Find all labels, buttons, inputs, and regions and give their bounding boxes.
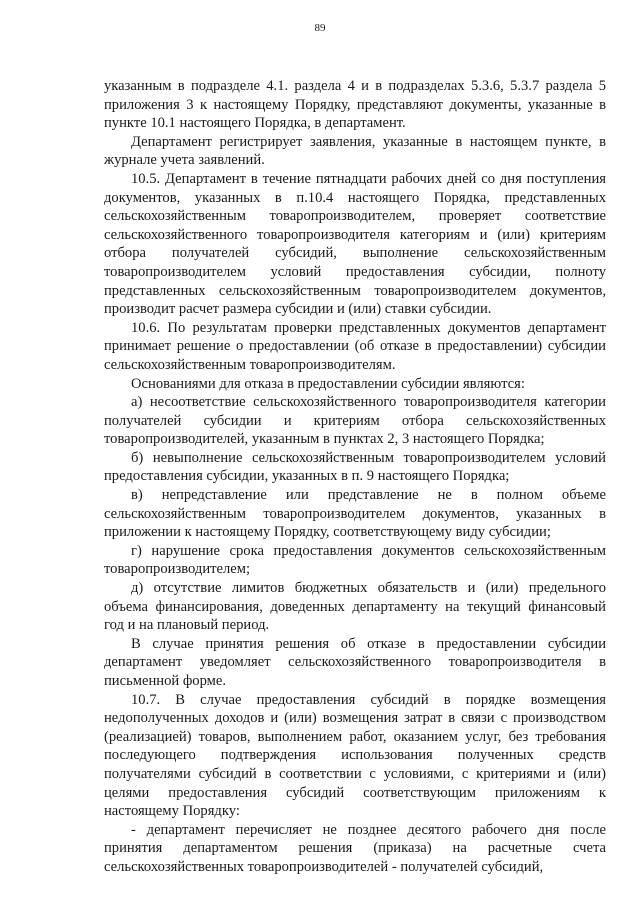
- paragraph: д) отсутствие лимитов бюджетных обязательств и (или) предельного объема финансирования, доведенных департаменту на текущий финансовый год и на плановый период.: [104, 580, 606, 634]
- paragraph: Основаниями для отказа в предоставлении субсидии являются:: [131, 375, 525, 392]
- paragraph: В случае принятия решения об отказе в предоставлении субсидии департамент уведомляет сельскохозяйственного товаропроизводителя в письменной форме.: [104, 635, 606, 689]
- paragraph: г) нарушение срока предоставления документов сельскохозяйственным товаропроизводителем;: [104, 542, 606, 578]
- paragraph: 10.6. По результатам проверки представленных документов департамент принимает решение о предоставлении (об отказе в предоставлении) субсидии сельскохозяйственным товаропроизводителям.: [104, 319, 606, 373]
- paragraph: 10.7. В случае предоставления субсидий в порядке возмещения недополученных доходов и (или) возмещения затрат в связи с производством (реализацией) товаров, выполнением работ, оказанием услуг, без требования последующего подтверждения использования полученных средств получателями субсидий в соответствии с условиями, с критериями и (или) целями предоставления субсидий соответствующим приложениям к настоящему Порядку:: [104, 691, 606, 820]
- paragraph: 10.5. Департамент в течение пятнадцати рабочих дней со дня поступления документов, указанных в п.10.4 настоящего Порядка, представленных сельскохозяйственным товаропроизводителем, проверяет соответствие сельскохозяйственного товаропроизводителя категориям и (или) критериям отбора получателей субсидий, выполнение сельскохозяйственным товаропроизводителем условий предоставления субсидии, полноту представленных сельскохозяйственным товаропроизводителем документов, производит расчет размера субсидии и (или) ставки субсидии.: [104, 170, 606, 318]
- paragraph: в) непредставление или представление не в полном объеме сельскохозяйственным товаропроизводителем документов, указанных в приложении к настоящему Порядку, соответствующему виду субсидии;: [104, 487, 606, 541]
- page-number: 89: [314, 22, 326, 34]
- document-body: [104, 77, 606, 877]
- paragraph: указанным в подразделе 4.1. раздела 4 и в подразделах 5.3.6, 5.3.7 раздела 5 приложения 3 к настоящему Порядку, представляют документы, указанные в пункте 10.1 настоящего Порядка, в департамент.: [104, 78, 606, 132]
- paragraph: а) несоответствие сельскохозяйственного товаропроизводителя категории получателей субсидии и критериям отбора сельскохозяйственных товаропроизводителей, указанным в пунктах 2, 3 настоящего Порядка;: [104, 394, 606, 448]
- paragraph: б) невыполнение сельскохозяйственным товаропроизводителем условий предоставления субсидии, указанных в п. 9 настоящего Порядка;: [104, 449, 606, 485]
- paragraph: - департамент перечисляет не позднее десятого рабочего дня после принятия департаментом решения (приказа) на расчетные счета сельскохозяйственных товаропроизводителей - получателей субсидий,: [104, 821, 606, 875]
- paragraph: Департамент регистрирует заявления, указанные в настоящем пункте, в журнале учета заявлений.: [104, 133, 606, 169]
